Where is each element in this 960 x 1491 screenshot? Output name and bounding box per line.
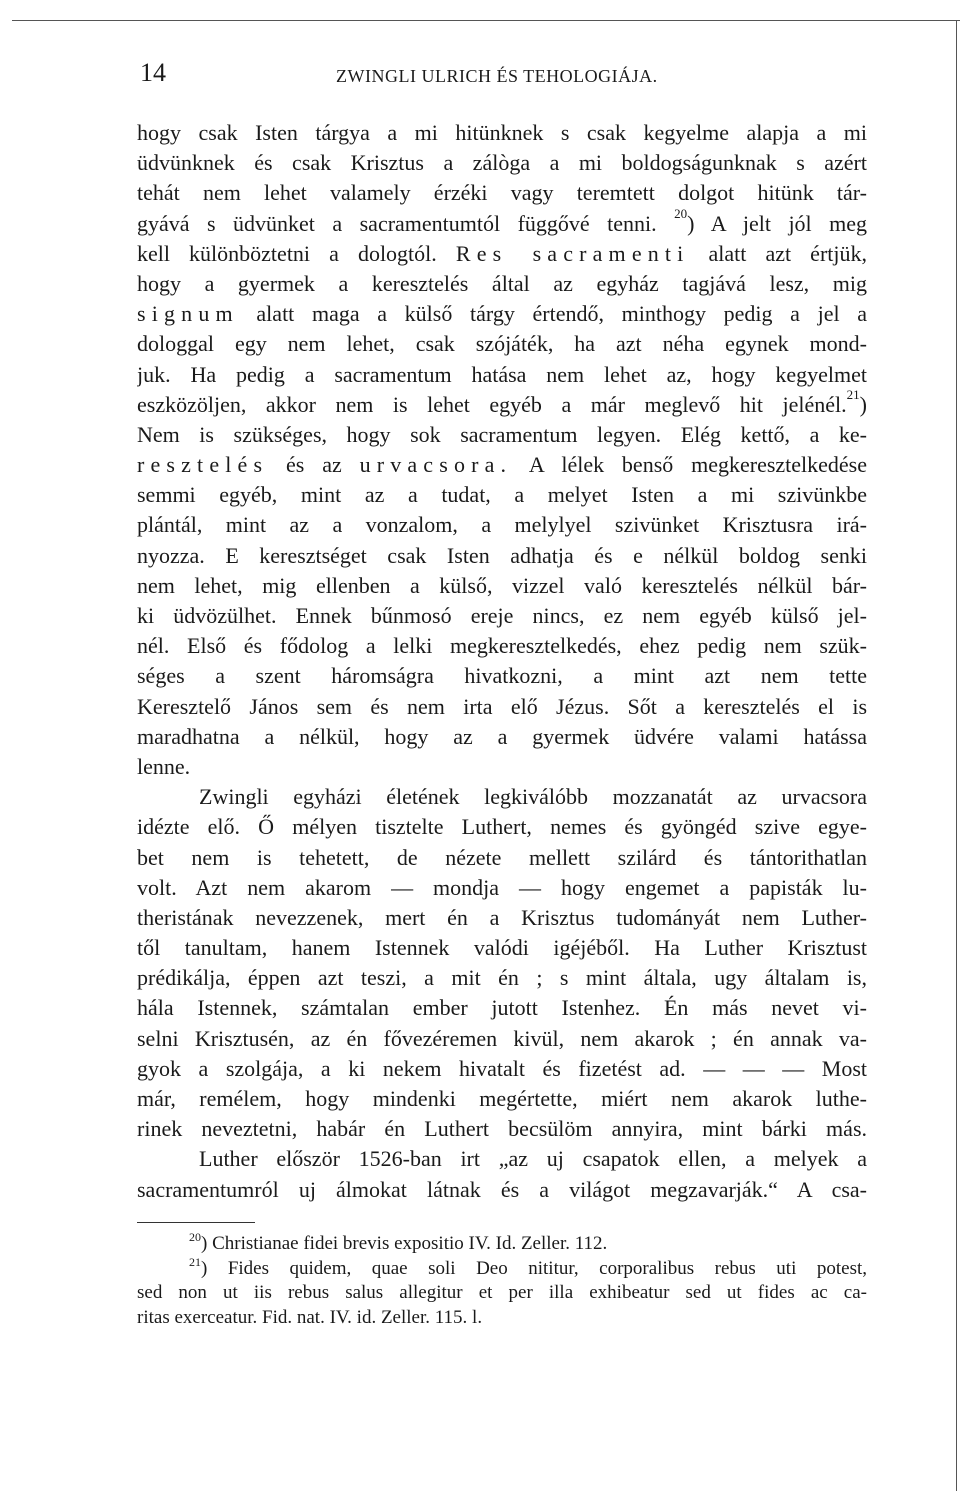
text-line: lenne. — [137, 753, 191, 779]
text-line: Zwingli egyházi életének legkiválóbb mozzanatát az urvacsora — [199, 784, 867, 810]
text-line: üdvünknek és csak Krisztus a zálòga a mi boldogságunknak s azért — [137, 150, 867, 176]
text-line: hogy a gyermek a keresztelés által az egyház tagjává lesz, mig — [137, 270, 867, 296]
text-line: Nem is szükséges, hogy sok sacramentum legyen. Elég kettő, a ke- — [137, 421, 867, 447]
text-line: hála Istennek, számtalan ember jutott Istenhez. Én más nevet vi- — [137, 995, 867, 1021]
emphasis-urvacsora: urvacsora. — [359, 452, 513, 478]
text-line: már, remélem, hogy mindenki megértette, miért nem akarok luthe- — [137, 1086, 867, 1111]
page-header — [136, 58, 866, 92]
page-right-edge — [956, 20, 957, 1491]
text-line: séges a szent háromságra hivatkozni, a mint azt nem tette — [137, 663, 867, 689]
text-line: ki üdvözülhet. Ennek bűnmosó ereje nincs, ez nem egyéb külső jel- — [137, 603, 867, 628]
emphasis-kereszteles: resztelés — [137, 452, 269, 478]
footnote-number: 20 — [189, 1232, 201, 1244]
emphasis-res-sacramenti: Res sacramenti — [455, 240, 690, 266]
text-line: signum alatt maga a külső tárgy értendő, minthogy pedig a jel a — [137, 301, 867, 327]
text-line: selni Krisztusén, az én fővezéremen kivül, nem akarok ; én annak va- — [137, 1025, 867, 1051]
text-line: től tanultam, hanem Istennek valódi igéjéből. Ha Luther Krisztust — [137, 935, 867, 961]
text-line: kell különböztetni a dologtól. Res sacramenti alatt azt értjük, — [137, 240, 867, 266]
text-line: plántál, mint az a vonzalom, a melylyel szivünket Krisztusra irá- — [137, 512, 867, 538]
text-line: gyává s üdvünket a sacramentumtól függővé tenni. $^{20}$) A jelt jól meg — [137, 209, 867, 239]
text-line: volt. Azt nem akarom — mondja — hogy engemet a papisták lu- — [137, 874, 867, 900]
body-text — [137, 118, 867, 1205]
footnote: $^{21}$) Fides quidem, quae soli Deo nititur, corporalibus rebus uti potest, — [189, 1256, 867, 1279]
page-top-edge — [12, 20, 960, 21]
text-line: Keresztelő János sem és nem irta elő Jézus. Sőt a keresztelés el is — [137, 693, 867, 719]
footnote-number: 21 — [189, 1256, 201, 1269]
page-number: 14 — [140, 58, 166, 87]
text-line: resztelés és az urvacsora. A lélek benső megkeresztelkedése — [137, 452, 867, 478]
footnote-divider — [137, 1222, 255, 1223]
text-line: theristának nevezzenek, mert én a Krisztus tudományát nem Luther- — [137, 904, 867, 930]
text-line: tehát nem lehet valamely érzéki vagy teremtett dolgot hitünk tár- — [137, 180, 867, 206]
footnote-ref: 21 — [846, 389, 860, 402]
text-line: nem lehet, mig ellenben a külső, vizzel való keresztelés nélkül bár- — [137, 572, 867, 598]
text-line: nyozza. E keresztséget csak Isten adhatja és e nélkül boldog senki — [137, 542, 867, 568]
footnotes — [137, 1232, 867, 1330]
text-line: prédikálja, éppen azt teszi, a mit én ; s mint általa, ugy általam is, — [137, 965, 867, 991]
text-line: gyok a szolgája, a ki nekem hivatalt és fizetést ad. — — — Most — [137, 1055, 867, 1081]
footnote: $^{20}$) Christianae fidei brevis expositio IV. Id. Zeller. 112. — [189, 1232, 608, 1254]
footnote-continuation: ritas exerceatur. Fid. nat. IV. id. Zeller. 115. l. — [137, 1306, 483, 1328]
text-line: nél. Első és fődolog a lelki megkeresztelkedés, ehez pedig nem szük- — [137, 633, 867, 659]
footnote-continuation: sed non ut iis rebus salus allegitur et per illa exhibeatur sed ut fides ac ca- — [137, 1282, 867, 1303]
text-line: maradhatna a nélkül, hogy az a gyermek üdvére valami hatássa — [137, 723, 867, 749]
text-line: dologgal egy nem lehet, csak szójáték, ha azt néha egynek mond- — [137, 331, 867, 357]
text-line: eszközöljen, akkor nem is lehet egyéb a már meglevő hit jelénél.$^{21}$) — [137, 390, 867, 420]
text-line: juk. Ha pedig a sacramentum hatása nem lehet az, hogy kegyelmet — [137, 361, 867, 387]
emphasis-signum: signum — [137, 301, 239, 327]
text-line: Luther először 1526-ban irt „az uj csapatok ellen, a melyek a — [199, 1146, 867, 1172]
text-line: bet nem is tehetett, de nézete mellett szilárd és tántorithatlan — [137, 844, 867, 870]
running-head: ZWINGLI ULRICH ÉS TEHOLOGIÁJA. — [336, 66, 658, 86]
text-line: rinek neveztetni, habár én Luthert becsülöm annyira, mint bárki más. — [137, 1116, 867, 1142]
text-line: hogy csak Isten tárgya a mi hitünknek s csak kegyelme alapja a mi — [137, 120, 867, 145]
text-line: semmi egyéb, mint az a tudat, a melyet Isten a mi szivünkbe — [137, 482, 867, 508]
text-line: sacramentumról uj álmokat látnak és a világot megzavarják.“ A csa- — [137, 1176, 867, 1202]
text-line: idézte elő. Ő mélyen tisztelte Luthert, nemes és gyöngéd szive egye- — [137, 814, 867, 840]
footnote-ref: 20 — [674, 208, 688, 221]
